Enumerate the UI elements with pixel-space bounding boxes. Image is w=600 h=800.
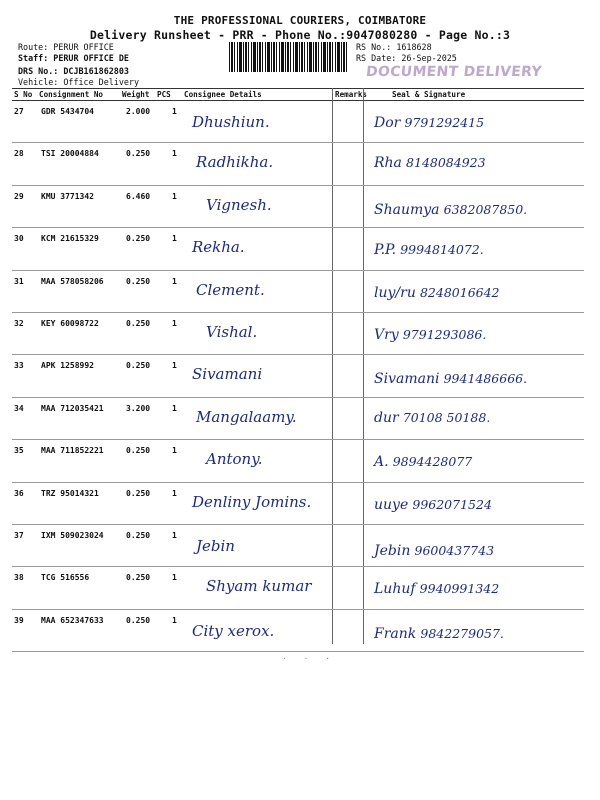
serial-number: 32 [14, 319, 24, 328]
consignee-name: Jebin [196, 537, 235, 555]
weight-value: 6.460 [126, 191, 151, 201]
weight-value: 0.250 [126, 615, 151, 625]
consignee-name: Dhushiun. [192, 113, 270, 131]
signature-mark: Vry [374, 327, 399, 343]
serial-number: 33 [14, 361, 24, 371]
signature-cell [374, 581, 499, 597]
weight-value: 0.250 [126, 234, 151, 244]
signature-cell [374, 202, 527, 218]
signature-cell [374, 410, 490, 426]
table-row [12, 525, 584, 567]
weight-value: 2.000 [126, 107, 151, 116]
serial-number: 30 [14, 234, 24, 244]
signature-cell [374, 327, 486, 343]
pieces-count: 1 [172, 361, 177, 371]
consignee-name: Sivamani [192, 365, 263, 384]
consignee-name: City xerox. [192, 621, 275, 640]
signature-cell [374, 543, 494, 559]
consignee-name: Clement. [196, 280, 265, 299]
signature-cell [374, 454, 472, 470]
consignment-number: KEY 60098722 [41, 319, 99, 328]
pieces-count: 1 [172, 319, 177, 328]
weight-value: 0.250 [126, 319, 151, 328]
signature-cell [374, 242, 484, 258]
serial-number: 38 [14, 573, 24, 583]
table-row [12, 186, 584, 228]
table-row [12, 567, 584, 609]
recipient-phone: 9791292415 [404, 115, 485, 130]
signature-cell [374, 626, 504, 642]
consignment-number: KCM 21615329 [41, 234, 99, 244]
table-row [12, 483, 584, 525]
col-header-remarks: Remarks [335, 90, 368, 99]
signature-mark: uuye [374, 496, 409, 513]
consignment-number: IXM 509023024 [41, 531, 104, 540]
consignment-number: TSI 20004884 [41, 149, 99, 159]
consignee-name: Denliny Jomins. [192, 492, 312, 511]
recipient-phone: 9962071524 [412, 496, 492, 512]
recipient-phone: 9941486666. [443, 371, 528, 387]
consignee-name: Antony. [206, 450, 263, 469]
table-row [12, 143, 584, 185]
consignment-number: APK 1258992 [41, 361, 94, 371]
table-row [12, 398, 584, 440]
pieces-count: 1 [172, 191, 177, 201]
serial-number: 31 [14, 276, 24, 286]
footer-dots: · · · [282, 654, 337, 663]
signature-cell [374, 115, 484, 131]
signature-mark: Jebin [374, 543, 411, 559]
signature-mark: Shaumya [374, 201, 440, 218]
consignee-name: Radhikha. [196, 153, 274, 172]
pieces-count: 1 [172, 446, 177, 456]
col-header-pcs: PCS [157, 90, 171, 99]
signature-cell [374, 155, 486, 171]
signature-cell [374, 497, 492, 513]
table-row [12, 228, 584, 270]
recipient-phone: 6382087850. [443, 201, 528, 217]
serial-number: 36 [14, 488, 24, 498]
table-top-border [12, 88, 584, 89]
col-header-consignment: Consignment No [39, 90, 104, 99]
table-row [12, 101, 584, 143]
consignee-name: Shyam kumar [206, 577, 312, 596]
weight-value: 0.250 [126, 276, 151, 286]
document-delivery-stamp: DOCUMENT DELIVERY [365, 64, 543, 80]
serial-number: 27 [14, 107, 24, 116]
consignment-number: MAA 652347633 [41, 615, 104, 625]
pieces-count: 1 [172, 403, 177, 413]
signature-cell [374, 285, 500, 301]
drs-number: DRS No.: DCJB161862803 [18, 66, 129, 76]
table-row [12, 440, 584, 482]
recipient-phone: 70108 50188. [402, 409, 491, 425]
recipient-phone: 9994814072. [400, 242, 484, 258]
recipient-phone: 8248016642 [419, 284, 500, 300]
route-label: Route: PERUR OFFICE [18, 42, 114, 52]
recipient-phone: 9791293086. [402, 327, 487, 342]
signature-mark: luy/ru [374, 284, 416, 301]
pieces-count: 1 [172, 276, 177, 286]
consignment-number: TCG 516556 [41, 573, 90, 583]
consignee-name: Vishal. [206, 323, 258, 341]
pieces-count: 1 [172, 573, 177, 583]
weight-value: 0.250 [126, 531, 151, 540]
signature-mark: Luhuf [374, 581, 416, 598]
recipient-phone: 9940991342 [419, 581, 500, 597]
barcode [229, 42, 349, 72]
signature-mark: Sivamani [374, 371, 440, 388]
runsheet-title: Delivery Runsheet - PRR - Phone No.:9047080280 - Page No.:3 [89, 28, 511, 42]
table-row [12, 313, 584, 355]
recipient-phone: 8148084923 [406, 155, 486, 171]
weight-value: 3.200 [126, 403, 151, 413]
pieces-count: 1 [172, 615, 177, 625]
signature-mark: Dor [374, 115, 401, 131]
consignment-number: TRZ 95014321 [41, 488, 99, 498]
serial-number: 35 [14, 446, 24, 456]
recipient-phone: 9842279057. [420, 625, 504, 641]
consignment-number: MAA 712035421 [41, 403, 104, 413]
consignment-number: MAA 578058206 [41, 276, 104, 286]
weight-value: 0.250 [126, 573, 151, 583]
serial-number: 37 [14, 531, 24, 540]
pieces-count: 1 [172, 488, 177, 498]
rs-date: RS Date: 26-Sep-2025 [356, 53, 457, 63]
signature-mark: Rha [374, 155, 402, 172]
weight-value: 0.250 [126, 446, 151, 456]
col-header-consignee: Consignee Details [184, 90, 262, 99]
signature-cell [374, 371, 527, 387]
recipient-phone: 9894428077 [392, 454, 473, 470]
col-header-seal: Seal & Signature [392, 90, 466, 99]
pieces-count: 1 [172, 531, 177, 540]
serial-number: 28 [14, 149, 24, 159]
col-header-weight: Weight [122, 90, 150, 99]
consignment-number: KMU 3771342 [41, 191, 94, 201]
table-row [12, 355, 584, 397]
consignee-name: Vignesh. [206, 195, 272, 214]
signature-mark: Frank [374, 625, 417, 642]
consignee-name: Mangalaamy. [196, 407, 297, 426]
serial-number: 39 [14, 615, 24, 625]
weight-value: 0.250 [126, 149, 151, 159]
signature-mark: P.P. [374, 242, 397, 259]
col-header-sno: S No [14, 90, 33, 99]
vehicle-label: Vehicle: Office Delivery [18, 77, 140, 87]
signature-mark: A. [374, 454, 389, 471]
serial-number: 29 [14, 191, 24, 201]
staff-label: Staff: PERUR OFFICE DE [18, 53, 129, 63]
rs-number: RS No.: 1618628 [356, 42, 432, 52]
signature-mark: dur [374, 409, 399, 426]
consignment-number: GDR 5434704 [41, 107, 94, 116]
company-title: THE PROFESSIONAL COURIERS, COIMBATORE [173, 14, 427, 27]
row-divider [12, 651, 584, 652]
pieces-count: 1 [172, 234, 177, 244]
table-row [12, 610, 584, 652]
serial-number: 34 [14, 403, 24, 413]
weight-value: 0.250 [126, 488, 151, 498]
pieces-count: 1 [172, 107, 177, 116]
consignment-number: MAA 711852221 [41, 446, 104, 456]
weight-value: 0.250 [126, 361, 151, 371]
consignee-name: Rekha. [192, 238, 245, 257]
recipient-phone: 9600437743 [414, 543, 495, 558]
table-row [12, 271, 584, 313]
pieces-count: 1 [172, 149, 177, 159]
